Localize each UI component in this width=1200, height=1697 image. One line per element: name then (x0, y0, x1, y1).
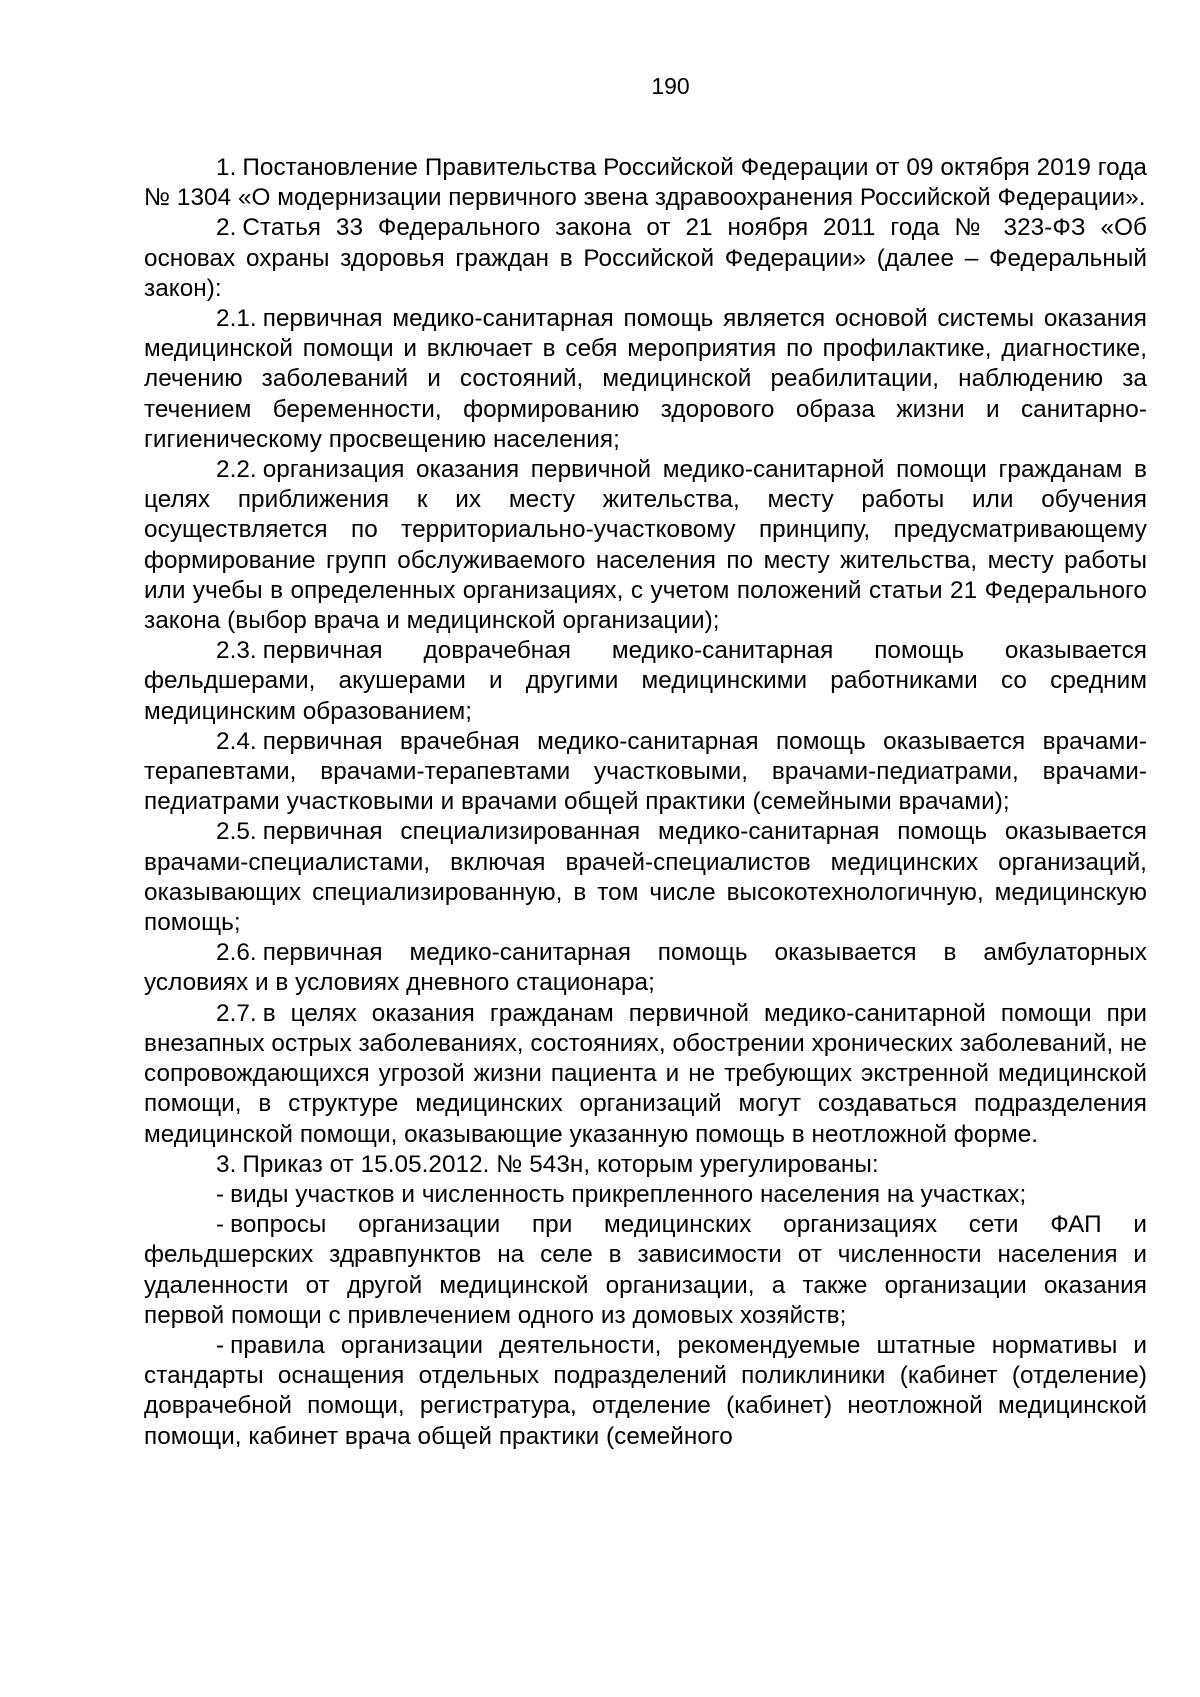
paragraph-number: 2.6. (216, 939, 257, 967)
paragraph-number: 2.7. (216, 999, 257, 1027)
paragraph-2-5 (144, 817, 1147, 938)
paragraph-text: Приказ от 15.05.2012. № 543н, которым урегулированы: (242, 1150, 879, 1178)
paragraph-number: 2.1. (216, 305, 257, 333)
paragraph-text: в целях оказания гражданам первичной медико-санитарной помощи при внезапных острых заболеваниях, состояниях, обострении хронических заболеваний, не сопровождающихся угрозой жизни пациента и не требующих экстренной медицинской помощи, в структуре медицинских организаций могут создаваться подразделения медицинской помощи, оказывающие указанную помощь в неотложной форме. (144, 999, 1147, 1148)
list-item-1 (144, 1180, 1147, 1210)
paragraph-number: 2.5. (216, 818, 257, 846)
paragraph-text: первичная врачебная медико-санитарная помощь оказывается врачами-терапевтами, врачами-терапевтами участковыми, врачами-педиатрами, врачами-педиатрами участковыми и врачами общей практики (семейными врачами); (144, 727, 1147, 816)
paragraph-text: Постановление Правительства Российской Федерации от 09 октября 2019 года № 1304 «О модернизации первичного звена здравоохранения Российской Федерации». (144, 154, 1147, 212)
paragraph-number: 2.4. (216, 727, 257, 755)
list-dash: - (216, 1211, 225, 1239)
paragraph-2-1 (144, 304, 1147, 455)
list-dash: - (216, 1180, 225, 1208)
paragraph-number: 2.3. (216, 637, 257, 665)
paragraph-2-4 (144, 727, 1147, 818)
paragraph-text: первичная специализированная медико-санитарная помощь оказывается врачами-специалистами, включая врачей-специалистов медицинских организаций, оказывающих специализированную, в том числе высокотехнологичную, медицинскую помощь; (144, 818, 1147, 937)
paragraph-2-2 (144, 455, 1147, 636)
paragraph-number: 2. (216, 214, 237, 242)
paragraph-2-6 (144, 938, 1147, 998)
paragraph-text: первичная медико-санитарная помощь является основой системы оказания медицинской помощи и включает в себя мероприятия по профилактике, диагностике, лечению заболеваний и состояний, медицинской реабилитации, наблюдению за течением беременности, формированию здорового образа жизни и санитарно-гигиеническому просвещению населения; (144, 305, 1147, 453)
paragraph-2 (144, 213, 1147, 304)
list-item-2 (144, 1210, 1147, 1331)
paragraph-1 (144, 153, 1147, 213)
paragraph-2-3 (144, 636, 1147, 727)
paragraph-text: организация оказания первичной медико-санитарной помощи гражданам в целях приближения к их месту жительства, месту работы или обучения осуществляется по территориально-участковому принципу, предусматривающему формирование групп обслуживаемого населения по месту жительства, месту работы или учебы в определенных организациях, с учетом положений статьи 21 Федерального закона (выбор врача и медицинской организации); (144, 456, 1147, 635)
paragraph-number: 1. (216, 154, 237, 181)
paragraph-number: 2.2. (216, 456, 257, 484)
paragraph-text: Статья 33 Федерального закона от 21 ноября 2011 года № 323-ФЗ «Об основах охраны здоровья граждан в Российской Федерации» (далее – Федеральный закон): (144, 214, 1147, 302)
list-item-3 (144, 1331, 1147, 1452)
document-body (144, 153, 1147, 1452)
list-dash: - (216, 1331, 225, 1359)
paragraph-number: 3. (216, 1150, 237, 1178)
paragraph-text: первичная медико-санитарная помощь оказывается в амбулаторных условиях и в условиях дневного стационара; (144, 939, 1147, 997)
list-item-text: виды участков и численность прикрепленного населения на участках; (230, 1180, 1027, 1208)
paragraph-3 (144, 1150, 1147, 1180)
list-item-text: правила организации деятельности, рекомендуемые штатные нормативы и стандарты оснащения отдельных подразделений поликлиники (кабинет (отделение) доврачебной помощи, регистратура, отделение (кабинет) неотложной медицинской помощи, кабинет врача общей практики (семейного (144, 1331, 1147, 1450)
paragraph-2-7 (144, 999, 1147, 1150)
page-number: 190 (651, 73, 690, 99)
paragraph-text: первичная доврачебная медико-санитарная помощь оказывается фельдшерами, акушерами и другими медицинскими работниками со средним медицинским образованием; (144, 637, 1147, 725)
list-item-text: вопросы организации при медицинских организациях сети ФАП и фельдшерских здравпунктов на селе в зависимости от численности населения и удаленности от другой медицинской организации, а также организации оказания первой помощи с привлечением одного из домовых хозяйств; (144, 1211, 1147, 1329)
